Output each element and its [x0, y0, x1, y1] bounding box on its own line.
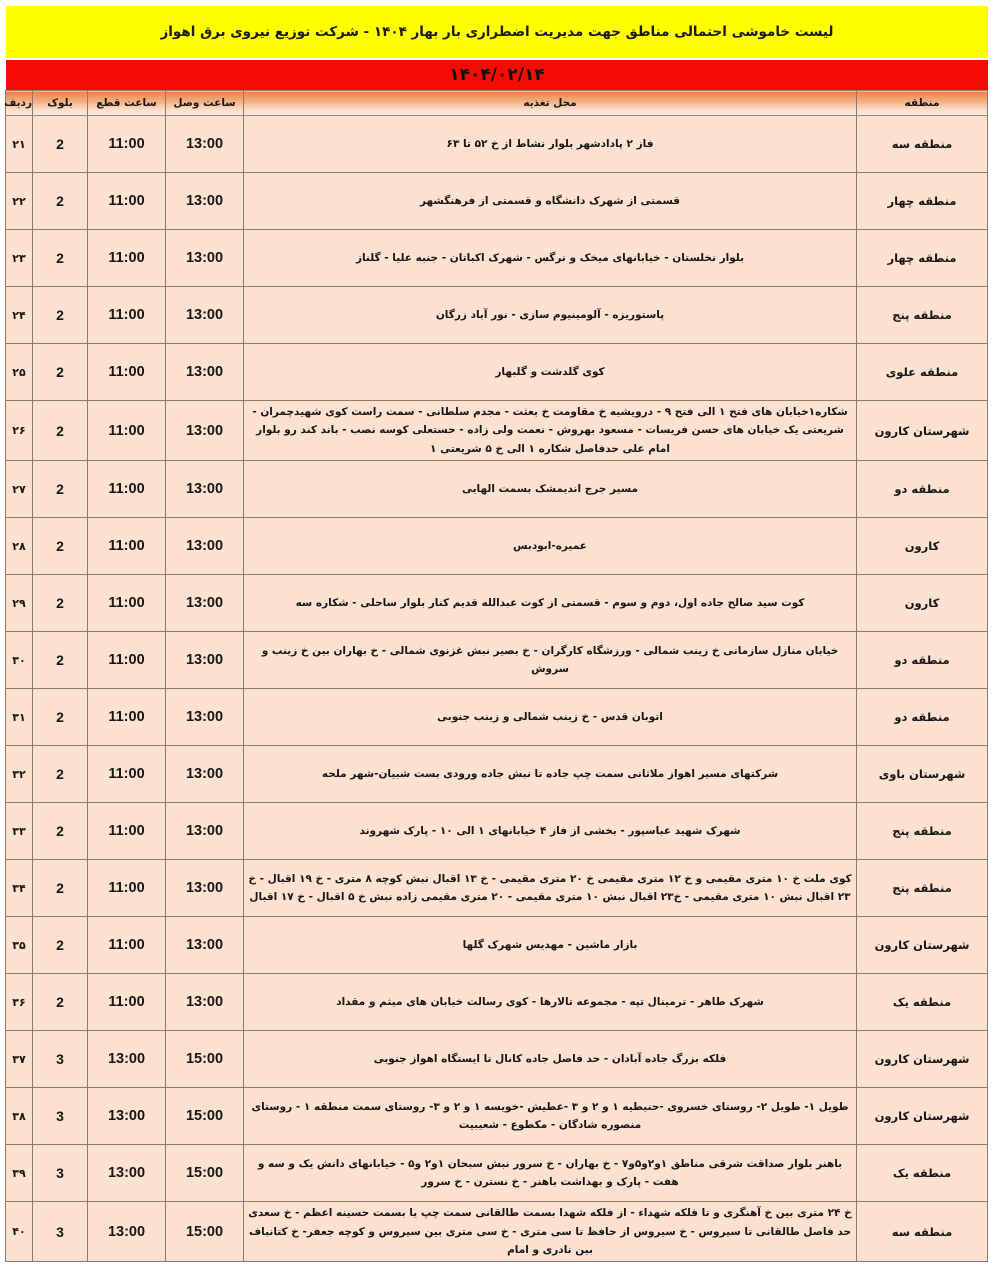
cell-saat-qat: 11:00 [88, 689, 166, 746]
column-header-saat-vasl: ساعت وصل [166, 91, 244, 116]
cell-saat-qat: 11:00 [88, 401, 166, 461]
cell-saat-vasl: 13:00 [166, 746, 244, 803]
cell-blok: 2 [33, 746, 88, 803]
cell-mantaqe: منطقه دو [857, 689, 988, 746]
cell-saat-qat: 11:00 [88, 461, 166, 518]
cell-blok: 3 [33, 1031, 88, 1088]
cell-saat-vasl: 13:00 [166, 401, 244, 461]
cell-mantaqe: شهرستان کارون [857, 917, 988, 974]
outage-table [5, 90, 988, 1262]
cell-saat-vasl: 13:00 [166, 632, 244, 689]
table-row [6, 344, 988, 401]
table-row [6, 803, 988, 860]
table-row [6, 1031, 988, 1088]
table-row [6, 974, 988, 1031]
cell-blok: 2 [33, 860, 88, 917]
cell-mahal-taghzie: عمیره-ابودبس [244, 518, 857, 575]
cell-mahal-taghzie: کوت سید صالح جاده اول، دوم و سوم - قسمتی از کوت عبدالله قدیم کنار بلوار ساحلی - شکاره سه [244, 575, 857, 632]
cell-mahal-taghzie: پاستوریزه - آلومینیوم سازی - نور آباد زرگان [244, 287, 857, 344]
cell-radif: ۲۷ [6, 461, 33, 518]
cell-saat-qat: 11:00 [88, 173, 166, 230]
cell-saat-vasl: 13:00 [166, 860, 244, 917]
cell-saat-qat: 11:00 [88, 230, 166, 287]
cell-radif: ۳۱ [6, 689, 33, 746]
cell-mahal-taghzie: شهرک طاهر - ترمینال تپه - مجموعه تالارها - کوی رسالت خیابان های میثم و مقداد [244, 974, 857, 1031]
cell-mantaqe: منطقه یک [857, 1145, 988, 1202]
cell-radif: ۲۸ [6, 518, 33, 575]
cell-saat-vasl: 13:00 [166, 575, 244, 632]
cell-radif: ۳۵ [6, 917, 33, 974]
cell-saat-qat: 13:00 [88, 1202, 166, 1262]
table-row [6, 1088, 988, 1145]
cell-saat-vasl: 15:00 [166, 1145, 244, 1202]
cell-saat-qat: 11:00 [88, 803, 166, 860]
table-row [6, 116, 988, 173]
table-body [6, 116, 988, 1262]
cell-blok: 2 [33, 974, 88, 1031]
cell-saat-qat: 11:00 [88, 344, 166, 401]
cell-blok: 2 [33, 575, 88, 632]
cell-mantaqe: شهرستان کارون [857, 1088, 988, 1145]
cell-saat-vasl: 15:00 [166, 1031, 244, 1088]
table-row [6, 173, 988, 230]
title-banner [6, 6, 988, 60]
table-row [6, 917, 988, 974]
column-header-radif: ردیف [6, 91, 33, 116]
cell-mantaqe: منطقه پنج [857, 803, 988, 860]
cell-saat-qat: 13:00 [88, 1145, 166, 1202]
cell-mantaqe: منطقه چهار [857, 230, 988, 287]
table-row [6, 1202, 988, 1262]
cell-blok: 2 [33, 632, 88, 689]
table-row [6, 1145, 988, 1202]
cell-radif: ۲۳ [6, 230, 33, 287]
schedule-date: ۱۴۰۴/۰۲/۱۴ [449, 65, 545, 85]
cell-radif: ۲۴ [6, 287, 33, 344]
header-row [6, 91, 988, 116]
cell-saat-vasl: 13:00 [166, 287, 244, 344]
cell-blok: 2 [33, 518, 88, 575]
cell-blok: 2 [33, 401, 88, 461]
cell-mahal-taghzie: کوی گلدشت و گلبهار [244, 344, 857, 401]
table-row [6, 632, 988, 689]
column-header-saat-qat: ساعت قطع [88, 91, 166, 116]
cell-mantaqe: منطقه چهار [857, 173, 988, 230]
cell-mantaqe: شهرستان کارون [857, 401, 988, 461]
cell-saat-vasl: 15:00 [166, 1088, 244, 1145]
cell-mahal-taghzie: شرکتهای مسیر اهواز ملاثانی سمت چپ جاده تا نبش جاده ورودی بست شبیان-شهر ملحه [244, 746, 857, 803]
cell-mantaqe: منطقه پنج [857, 287, 988, 344]
cell-mantaqe: شهرستان باوی [857, 746, 988, 803]
cell-saat-vasl: 13:00 [166, 344, 244, 401]
cell-mantaqe: کارون [857, 575, 988, 632]
cell-mantaqe: منطقه دو [857, 632, 988, 689]
cell-saat-qat: 11:00 [88, 974, 166, 1031]
table-row [6, 230, 988, 287]
cell-blok: 3 [33, 1202, 88, 1262]
cell-radif: ۲۲ [6, 173, 33, 230]
cell-blok: 2 [33, 116, 88, 173]
cell-radif: ۳۳ [6, 803, 33, 860]
cell-blok: 2 [33, 917, 88, 974]
table-row [6, 461, 988, 518]
cell-mahal-taghzie: اتوبان قدس - خ زینب شمالی و زینب جنوبی [244, 689, 857, 746]
cell-saat-qat: 11:00 [88, 116, 166, 173]
cell-mantaqe: منطقه علوی [857, 344, 988, 401]
cell-mahal-taghzie: بازار ماشین - مهدیس شهرک گلها [244, 917, 857, 974]
cell-saat-vasl: 13:00 [166, 689, 244, 746]
cell-mantaqe: شهرستان کارون [857, 1031, 988, 1088]
cell-radif: ۳۷ [6, 1031, 33, 1088]
cell-blok: 3 [33, 1088, 88, 1145]
cell-blok: 2 [33, 803, 88, 860]
cell-blok: 2 [33, 230, 88, 287]
cell-mantaqe: منطقه سه [857, 116, 988, 173]
cell-radif: ۲۹ [6, 575, 33, 632]
cell-saat-vasl: 13:00 [166, 803, 244, 860]
cell-mantaqe: منطقه یک [857, 974, 988, 1031]
cell-blok: 2 [33, 287, 88, 344]
column-header-mantaqe: منطقه [857, 91, 988, 116]
cell-mahal-taghzie: طویل ۱- طویل ۲- روستای خسروی -حنیطیه ۱ و ۲ و ۳ -عطیش -خویسه ۱ و ۲ و ۳- روستای سمت منطقه ۱ - روستای منصوره شادگان - مکطوع - شعیبیت [244, 1088, 857, 1145]
cell-saat-vasl: 13:00 [166, 461, 244, 518]
table-row [6, 860, 988, 917]
cell-blok: 2 [33, 461, 88, 518]
cell-mahal-taghzie: خیابان منازل سازمانی خ زینب شمالی - ورزشگاه کارگران - خ بصیر نبش غزنوی شمالی - خ بهاران بین خ زینب و سروش [244, 632, 857, 689]
cell-radif: ۳۲ [6, 746, 33, 803]
date-banner [6, 60, 988, 90]
cell-mahal-taghzie: قسمتی از شهرک دانشگاه و قسمتی از فرهنگشهر [244, 173, 857, 230]
column-header-blok: بلوک [33, 91, 88, 116]
cell-mantaqe: منطقه سه [857, 1202, 988, 1262]
column-header-mahal-taghzie: محل تغذیه [244, 91, 857, 116]
cell-radif: ۴۰ [6, 1202, 33, 1262]
table-row [6, 518, 988, 575]
cell-mantaqe: منطقه دو [857, 461, 988, 518]
cell-blok: 2 [33, 344, 88, 401]
cell-mahal-taghzie: فلکه بزرگ جاده آبادان - حد فاصل جاده کانال تا ایستگاه اهواز جنوبی [244, 1031, 857, 1088]
cell-saat-vasl: 13:00 [166, 917, 244, 974]
cell-mahal-taghzie: فاز ۲ پادادشهر بلوار نشاط از خ ۵۲ تا ۶۳ [244, 116, 857, 173]
table-header [6, 91, 988, 116]
cell-saat-qat: 11:00 [88, 746, 166, 803]
cell-saat-qat: 11:00 [88, 575, 166, 632]
cell-saat-qat: 11:00 [88, 287, 166, 344]
cell-saat-vasl: 13:00 [166, 230, 244, 287]
cell-saat-vasl: 13:00 [166, 116, 244, 173]
cell-radif: ۲۵ [6, 344, 33, 401]
cell-blok: 2 [33, 689, 88, 746]
cell-radif: ۳۶ [6, 974, 33, 1031]
cell-mantaqe: منطقه پنج [857, 860, 988, 917]
cell-mahal-taghzie: شهرک شهید عباسپور - بخشی از فاز ۴ خیابانهای ۱ الی ۱۰ - پارک شهروند [244, 803, 857, 860]
cell-saat-qat: 11:00 [88, 518, 166, 575]
cell-saat-vasl: 13:00 [166, 518, 244, 575]
cell-radif: ۳۰ [6, 632, 33, 689]
cell-saat-qat: 11:00 [88, 917, 166, 974]
cell-mahal-taghzie: بلوار نخلستان - خیابانهای میخک و نرگس - شهرک اکباتان - جنبه علیا - گلناز [244, 230, 857, 287]
cell-saat-qat: 13:00 [88, 1088, 166, 1145]
cell-mahal-taghzie: مسیر جرج اندیمشک بسمت الهایی [244, 461, 857, 518]
table-row [6, 401, 988, 461]
cell-radif: ۳۹ [6, 1145, 33, 1202]
cell-blok: 2 [33, 173, 88, 230]
cell-saat-vasl: 15:00 [166, 1202, 244, 1262]
cell-radif: ۳۴ [6, 860, 33, 917]
cell-mahal-taghzie: کوی ملت خ ۱۰ متری مقیمی و خ ۱۲ متری مقیمی خ ۲۰ متری مقیمی - خ ۱۳ اقبال نبش کوچه ۸ متری - خ ۱۹ اقبال - خ ۲۳ اقبال نبش ۱۰ متری مقیمی - خ۲۳ اقبال نبش ۱۰ متری مقیمی - ۲۰ متری مقیمی زاده نبش خ ۵ اقبال - خ ۱۷ اقبال [244, 860, 857, 917]
cell-radif: ۲۱ [6, 116, 33, 173]
cell-radif: ۲۶ [6, 401, 33, 461]
cell-saat-qat: 11:00 [88, 632, 166, 689]
cell-mantaqe: کارون [857, 518, 988, 575]
table-row [6, 575, 988, 632]
table-row [6, 287, 988, 344]
cell-saat-vasl: 13:00 [166, 173, 244, 230]
page-title: لیست خاموشی احتمالی مناطق جهت مدیریت اضطراری بار بهار ۱۴۰۴ - شرکت توزیع نیروی برق اهواز [160, 24, 834, 40]
cell-mahal-taghzie: باهنر بلوار صداقت شرقی مناطق ۱و۲و۵و۷ - خ بهاران - خ سرور نبش سبحان ۱و۲ و۵ - خیابانهای دانش یک و سه و هفت - پارک و بهداشت باهنر - خ نسترن - خ سرور [244, 1145, 857, 1202]
table-row [6, 746, 988, 803]
table-row [6, 689, 988, 746]
cell-mahal-taghzie: خ ۲۴ متری بین خ آهنگری و تا فلکه شهداء - از فلکه شهدا بسمت طالقانی سمت چپ یا بسمت حسینه اعظم - خ سعدی حد فاصل طالقانی تا سیروس - خ سیروس از حافظ تا سی متری - خ سی متری بین سیروس و کوچه جعفر- خ کتانباف بین نادری و امام [244, 1202, 857, 1262]
cell-radif: ۳۸ [6, 1088, 33, 1145]
cell-blok: 3 [33, 1145, 88, 1202]
cell-saat-vasl: 13:00 [166, 974, 244, 1031]
cell-saat-qat: 11:00 [88, 860, 166, 917]
cell-mahal-taghzie: شکاره۱خیابان های فتح ۱ الی فتح ۹ - درویشیه خ مقاومت خ بعثت - مجدم سلطانی - سمت راست کوی شهیدچمران - شریعتی یک خیابان های حسن فریسات - مسعود بهروش - نعمت ولی زاده - حستعلی کوسه نصب - باند کند رو بلوار امام علی حدفاصل شکاره ۱ الی خ ۵ شریعتی ۱ [244, 401, 857, 461]
cell-saat-qat: 13:00 [88, 1031, 166, 1088]
